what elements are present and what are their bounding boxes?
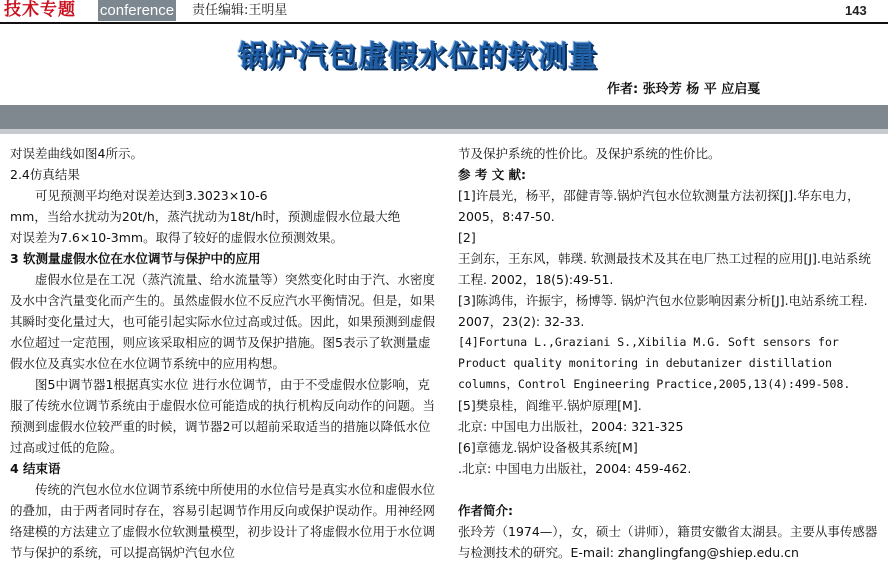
bio-heading: 作者简介: bbox=[458, 503, 513, 518]
reference-item: .北京: 中国电力出版社，2004: 459-462. bbox=[458, 461, 692, 476]
page-header bbox=[0, 0, 888, 22]
paragraph: 图5中调节器1根据真实水位 进行水位调节，由于不受虚假水位影响，克服了传统水位调节系统由于虚假水位可能造成的执行机构反向动作的问题。当预测到虚假水位较严重的时候，调节器2可以超前采取适当的措施以降低水位过高或过低的危险。 bbox=[10, 377, 436, 455]
subsection-heading: 2.4仿真结果 bbox=[10, 167, 80, 182]
text-line: 节及保护系统的性价比。及保护系统的性价比。 bbox=[458, 146, 721, 161]
reference-item: [5]樊泉桂，阎维平.锅炉原理[M]. bbox=[458, 398, 642, 413]
article-title: 锅炉汽包虚假水位的软测量 bbox=[238, 39, 599, 73]
references-heading: 参 考 文 献: bbox=[458, 167, 527, 182]
section-tag-box bbox=[0, 0, 98, 21]
text-line: 对误差为7.6×10-3mm。取得了较好的虚假水位预测效果。 bbox=[10, 230, 344, 245]
left-column bbox=[10, 143, 435, 563]
title-band bbox=[0, 105, 888, 129]
spacer bbox=[458, 479, 883, 500]
paragraph: 传统的汽包水位水位调节系统中所使用的水位信号是真实水位和虚假水位的叠加，由于两者同时存在，容易引起调节作用反向或保护误动作。用神经网络建模的方法建立了虚假水位软测量模型，初步设计了将虚假水位用于水位调节与保护的系统，可以提高锅炉汽包水位 bbox=[10, 482, 436, 560]
reference-item: [6]章德龙.锅炉设备极其系统[M] bbox=[458, 440, 638, 455]
text-line: mm，当给水扰动为20t/h，蒸汽扰动为18t/h时，预测虚假水位最大绝 bbox=[10, 209, 401, 224]
editor-credit: 责任编辑:王明星 bbox=[192, 3, 288, 18]
conference-tag: conference bbox=[99, 2, 175, 19]
reference-line: Product quality monitoring in debutanizer distillation bbox=[458, 356, 832, 370]
paragraph: 虚假水位是在工况（蒸汽流量、给水流量等）突然变化时由于汽、水密度及水中含汽量变化而产生的。虽然虚假水位不反应汽水平衡情况。但是，如果其瞬时变化量过大，也可能引起实际水位过高或过低。因此，如果预测到虚假水位超过一定范围，则应该采取相应的调节及保护措施。图5表示了软测量虚假水位及真实水位在水位调节系统中的应用构想。 bbox=[10, 272, 436, 371]
reference-line: columns，Control Engineering Practice,2005,13(4):499-508. bbox=[458, 377, 851, 391]
text-line: 可见预测平均绝对误差达到3.3023×10-6 bbox=[35, 188, 268, 203]
reference-item: 北京: 中国电力出版社，2004: 321-325 bbox=[458, 419, 684, 434]
section-heading: 3 软测量虚假水位在水位调节与保护中的应用 bbox=[10, 251, 261, 266]
title-band-shadow bbox=[0, 129, 888, 134]
reference-line: [4]Fortuna L.,Graziani S.,Xibilia M.G. Soft sensors for bbox=[458, 335, 839, 349]
page-number: 143 bbox=[845, 3, 867, 18]
reference-item: [3]陈鸿伟，许振宇，杨博等. 锅炉汽包水位影响因素分析[J].电站系统工程. 2007，23(2): 32-33. bbox=[458, 293, 868, 329]
header-rule bbox=[0, 22, 888, 24]
article-authors: 作者: 张玲芳 杨 平 应启戛 bbox=[607, 82, 761, 97]
section-heading: 4 结束语 bbox=[10, 461, 61, 476]
text-line: 对误差曲线如图4所示。 bbox=[10, 146, 143, 161]
reference-item: [1]许晨光，杨平，邵健青等.锅炉汽包水位软测量方法初探[J].华东电力，2005，8:47-50. bbox=[458, 188, 860, 224]
reference-item: 王剑东，王东风，韩璞. 软测最技术及其在电厂热工过程的应用[J].电站系统工程. 2002，18(5):49-51. bbox=[458, 251, 871, 287]
section-tag: 技术专题 bbox=[4, 0, 76, 20]
reference-item: [2] bbox=[458, 230, 476, 245]
bio-text: 张玲芳（1974—），女，硕士（讲师），籍贯安徽省太湖县。主要从事传感器与检测技术的研究。E-mail: zhanglingfang@shiep.edu.cn bbox=[458, 524, 878, 560]
right-column bbox=[458, 143, 883, 563]
